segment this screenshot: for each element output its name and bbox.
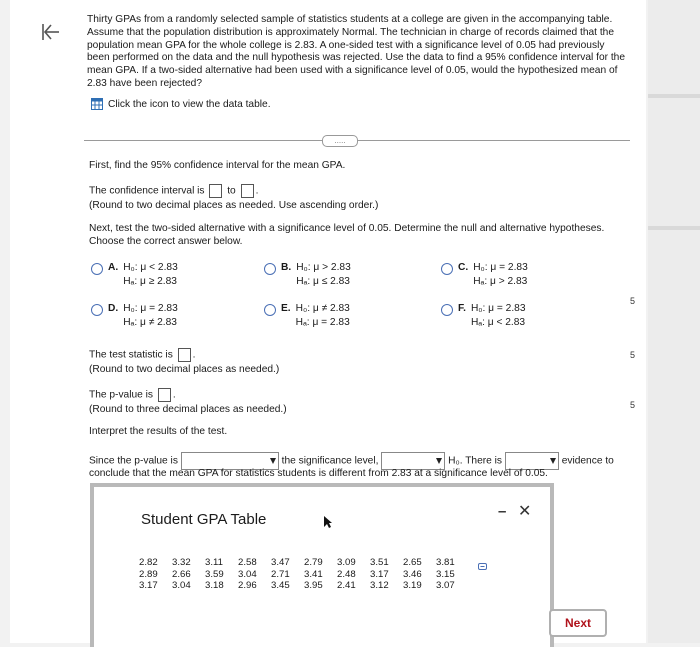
option-e-radio[interactable] (264, 304, 276, 316)
right-panel-divider (648, 226, 700, 230)
option-a[interactable] (91, 261, 178, 289)
part1-instruction: First, find the 95% confidence interval for the mean GPA. (89, 160, 346, 171)
option-c[interactable] (441, 261, 528, 289)
table-cell: 2.41 (337, 580, 356, 591)
next-button[interactable]: Next (549, 609, 607, 637)
p-value-suffix: . (172, 389, 176, 401)
p-value-note: (Round to three decimal places as needed.) (89, 404, 287, 415)
right-panel-divider (648, 94, 700, 98)
chevron-down-icon (270, 458, 276, 464)
ci-note: (Round to two decimal places as needed. Use ascending order.) (89, 200, 379, 211)
table-cell: 3.15 (436, 568, 455, 580)
table-cell: 2.96 (238, 580, 257, 591)
option-a-radio[interactable] (91, 263, 103, 275)
table-cell: 2.82 (139, 557, 158, 568)
popup-title: Student GPA Table (141, 511, 267, 528)
p-value-input[interactable] (158, 388, 171, 402)
table-row (139, 580, 469, 592)
table-cell: 3.46 (403, 568, 422, 580)
table-cell: 3.18 (205, 580, 224, 591)
option-f[interactable] (441, 302, 526, 330)
option-c-null: H₀: μ = 2.83 (473, 262, 528, 273)
question-text: Thirty GPAs from a randomly selected sample of statistics students at a college are given in the accompanying table. Assume that the population distribution is approximately Normal. The technician in charge of records claimed that the population mean GPA for the whole college is 2.83. A one-sided test with a significance level of 0.05 had previously been performed on the data and the null hypothesis was rejected. Use the data to find a 95% confidence interval for the mean GPA. If a two-sided alternative had been used with a significance level of 0.05, would the hypothesized mean of 2.83 have been rejected? (87, 14, 626, 89)
table-row (139, 557, 469, 569)
ci-upper-input[interactable] (241, 184, 254, 198)
test-stat-input[interactable] (178, 348, 191, 362)
mouse-cursor-icon (323, 515, 333, 529)
table-cell: 2.66 (172, 568, 191, 580)
table-cell: 3.17 (370, 568, 389, 580)
ci-mid: to (227, 185, 236, 197)
option-c-letter: C. (458, 262, 469, 273)
table-cell: 2.65 (403, 557, 422, 568)
test-stat-label: The test statistic is (89, 349, 173, 361)
test-stat-line (89, 348, 195, 362)
data-table-icon[interactable] (91, 98, 103, 110)
p-value-line (89, 388, 176, 402)
ci-prefix: The confidence interval is (89, 185, 205, 197)
part2-instruction: Next, test the two-sided alternative with a significance level of 0.05. Determine the null and alternative hypotheses. Choose the correct answer below. (89, 223, 605, 247)
option-f-letter: F. (458, 303, 466, 314)
table-cell: 3.81 (436, 557, 455, 568)
ci-line (89, 184, 258, 198)
ci-suffix: . (255, 185, 259, 197)
table-cell: 2.48 (337, 568, 356, 580)
gutter-char: 5 (630, 350, 636, 360)
option-f-radio[interactable] (441, 304, 453, 316)
table-cell: 3.32 (172, 557, 191, 568)
table-cell: 3.17 (139, 580, 158, 591)
data-table-popup (90, 483, 554, 647)
table-cell: 3.04 (238, 568, 257, 580)
table-cell: 3.95 (304, 580, 323, 591)
option-b-null: H₀: μ > 2.83 (296, 262, 351, 273)
table-cell: 3.41 (304, 568, 323, 580)
interpret-h0: H₀. There is (448, 455, 503, 467)
option-f-null: H₀: μ = 2.83 (470, 303, 526, 314)
chevron-down-icon (550, 458, 556, 464)
test-stat-suffix: . (192, 349, 196, 361)
option-c-radio[interactable] (441, 263, 453, 275)
interpret-conclude: conclude that the mean GPA for statistics students is different from 2.83 at a significance level of 0.05. (89, 468, 548, 479)
copy-data-icon[interactable] (478, 563, 487, 570)
table-cell: 3.59 (205, 568, 224, 580)
ci-lower-input[interactable] (209, 184, 222, 198)
p-value-label: The p-value is (89, 389, 153, 401)
gutter-char: 5 (630, 400, 636, 410)
option-e-alt: Hₐ: μ = 2.83 (295, 317, 350, 328)
table-cell: 3.45 (271, 580, 290, 591)
option-d[interactable] (91, 302, 178, 330)
table-cell: 2.58 (238, 557, 257, 568)
option-b-radio[interactable] (264, 263, 276, 275)
option-b-letter: B. (281, 262, 292, 273)
table-cell: 3.11 (205, 557, 223, 568)
table-cell: 3.19 (403, 580, 422, 591)
table-cell: 3.07 (436, 580, 455, 591)
interpret-since: Since the p-value is (89, 455, 178, 467)
interpret-label: Interpret the results of the test. (89, 426, 228, 437)
divider-handle[interactable]: ..... (322, 135, 358, 147)
option-d-radio[interactable] (91, 304, 103, 316)
option-d-letter: D. (108, 303, 119, 314)
close-button[interactable]: ✕ (518, 503, 532, 520)
option-a-alt: Hₐ: μ ≥ 2.83 (123, 276, 177, 287)
table-cell: 2.89 (139, 568, 158, 580)
gutter-char: 5 (630, 296, 636, 306)
table-cell: 2.79 (304, 557, 323, 568)
chevron-down-icon (436, 458, 442, 464)
test-stat-note: (Round to two decimal places as needed.) (89, 364, 280, 375)
table-cell: 3.09 (337, 557, 356, 568)
back-arrow-icon[interactable] (38, 20, 62, 44)
option-d-null: H₀: μ = 2.83 (123, 303, 178, 314)
option-d-alt: Hₐ: μ ≠ 2.83 (123, 317, 177, 328)
table-cell: 2.71 (271, 568, 290, 580)
option-c-alt: Hₐ: μ > 2.83 (473, 276, 528, 287)
option-f-alt: Hₐ: μ < 2.83 (470, 317, 526, 328)
data-table-link[interactable] (91, 98, 271, 110)
option-a-null: H₀: μ < 2.83 (123, 262, 178, 273)
option-b[interactable] (264, 261, 351, 289)
minimize-button[interactable]: – (498, 503, 507, 520)
table-row (139, 569, 469, 581)
interpret-evidence: evidence to (561, 455, 614, 467)
table-cell: 3.47 (271, 557, 290, 568)
table-cell: 3.04 (172, 580, 191, 591)
option-e[interactable] (264, 302, 350, 330)
option-e-letter: E. (281, 303, 291, 314)
data-table-link-label[interactable]: Click the icon to view the data table. (108, 98, 271, 110)
option-a-letter: A. (108, 262, 119, 273)
option-e-null: H₀: μ ≠ 2.83 (295, 303, 350, 314)
gpa-data-table (139, 557, 469, 592)
table-cell: 3.51 (370, 557, 389, 568)
interpret-sig: the significance level, (281, 455, 379, 467)
table-cell: 3.12 (370, 580, 389, 591)
option-b-alt: Hₐ: μ ≤ 2.83 (296, 276, 350, 287)
